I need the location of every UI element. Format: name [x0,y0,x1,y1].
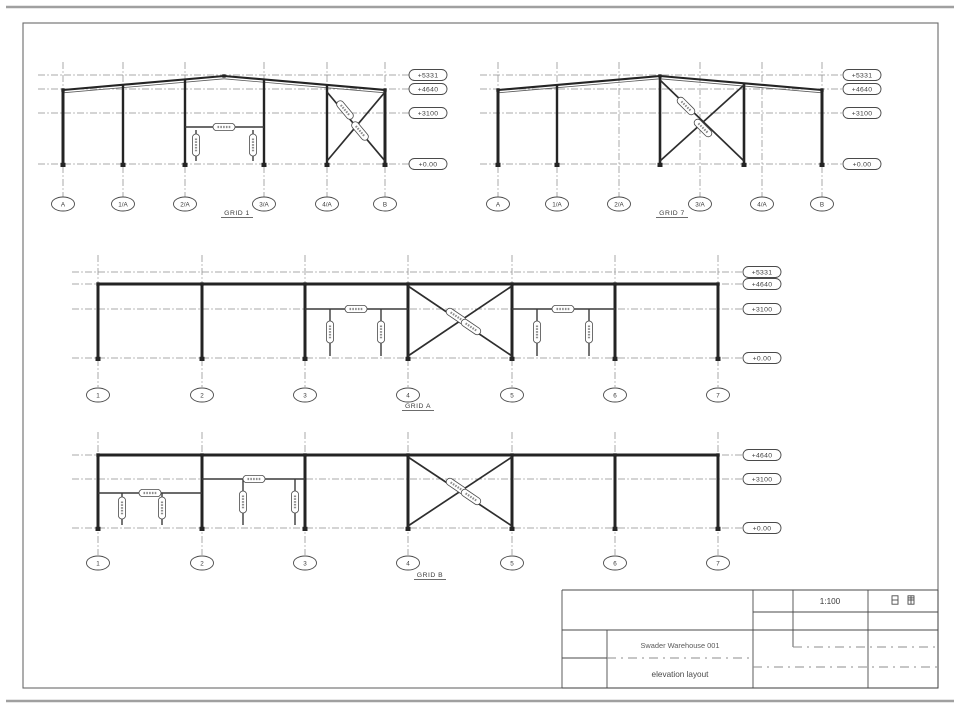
roof-chord-flange [660,79,822,93]
joint-marker [820,88,823,91]
project-name: Swader Warehouse 001 [640,641,720,650]
level-tag [409,159,447,170]
joint-marker [303,282,306,285]
grid-bubble [707,556,730,570]
base-pad [383,163,388,167]
grid-bubble [604,388,627,402]
base-pad [716,357,721,361]
joint-marker [613,453,616,456]
base-pad [406,357,411,361]
member-tag [460,318,482,336]
cjk-glyph [892,596,898,604]
elevation-title: GRID 1 [224,210,250,217]
level-tag-label: +0.00 [752,525,772,533]
level-tag [743,523,781,534]
level-tag-label: +3100 [751,476,773,484]
level-tag-label: +5331 [751,269,773,277]
grid-bubble-label: 4/A [757,201,767,209]
joint-marker [716,282,719,285]
roof-chord [224,76,385,90]
level-tag-label: +0.00 [852,161,872,169]
base-pad [820,163,825,167]
grid-bubble-label: 5 [510,392,514,400]
title-block [562,590,938,688]
level-tag [743,304,781,315]
level-tag-label: +4640 [417,86,439,94]
base-pad [658,163,663,167]
grid-bubble [87,388,110,402]
base-pad [613,357,618,361]
level-tag-label: +4640 [851,86,873,94]
level-tag [843,70,881,81]
member-tag [585,321,592,343]
grid-bubble-label: 2 [200,560,204,568]
joint-marker [613,282,616,285]
level-tag [743,474,781,485]
grid-bubble-label: 2/A [614,201,624,209]
level-tag-label: +4640 [751,452,773,460]
grid-bubble [501,556,524,570]
sheet-title-text: elevation layout [651,670,709,679]
grid-bubble-label: 6 [613,560,617,568]
joint-marker [222,74,225,77]
member-tag [460,488,482,506]
grid-bubble-label: 1/A [552,201,562,209]
level-tag [409,84,447,95]
level-tag [843,84,881,95]
drawing-border [23,23,938,688]
roof-chord-flange [224,79,385,93]
grid-bubble [253,197,276,211]
base-pad [555,163,560,167]
joint-marker [510,282,513,285]
joint-marker [303,453,306,456]
grid-bubble [689,197,712,211]
grid-bubble [707,388,730,402]
grid-bubble [87,556,110,570]
level-tag-label: +3100 [751,306,773,314]
grid-bubble-label: 7 [716,392,720,400]
base-pad [262,163,267,167]
base-pad [303,527,308,531]
grid-bubble-label: 2 [200,392,204,400]
grid-bubble-label: B [382,201,388,209]
grid-bubble-label: A [495,201,501,209]
joint-marker [510,453,513,456]
level-tag-label: +4640 [751,281,773,289]
joint-marker [496,88,499,91]
grid-bubble [316,197,339,211]
member-tag [213,123,235,130]
grid-bubble-label: B [819,201,825,209]
grid-bubble [811,197,834,211]
level-tag [409,70,447,81]
member-tag [335,99,355,120]
roof-chord [498,76,660,90]
grid-bubble [546,197,569,211]
grid-bubble [52,197,75,211]
roof-chord-flange [498,79,660,93]
member-tag [552,305,574,312]
elevation-title: GRID A [404,403,432,410]
date-label [892,596,914,604]
level-tag-label: +5331 [851,72,873,80]
elevation-grid-a [72,255,781,411]
scale-value: 1:100 [819,597,841,606]
grid-bubble-label: A [60,201,66,209]
joint-marker [96,453,99,456]
member-tag [345,305,367,312]
grid-bubble-label: 6 [613,392,617,400]
cjk-glyph [908,596,914,604]
level-tag-label: +0.00 [752,355,772,363]
grid-bubble [191,556,214,570]
grid-bubble-label: 7 [716,560,720,568]
joint-marker [200,282,203,285]
member-tag [377,321,384,343]
grid-bubble [751,197,774,211]
grid-bubble-label: 5 [510,560,514,568]
member-tag [533,321,540,343]
grid-bubble-label: 3/A [695,201,705,209]
roof-chord-flange [63,79,224,93]
elevation-grid-b [72,432,781,580]
level-tag [743,279,781,290]
grid-bubble-label: 4 [406,392,410,400]
grid-bubble [397,388,420,402]
grid-bubble [294,556,317,570]
elevation-title: GRID B [416,572,444,579]
base-pad [510,527,515,531]
grid-bubble [608,197,631,211]
member-tag [291,491,298,513]
grid-bubble-label: 3 [303,392,307,400]
paper-frame [6,7,954,701]
grid-bubble-label: 1 [96,392,100,400]
grid-bubble [397,556,420,570]
grid-bubble [501,388,524,402]
elevation-grid-1 [38,62,447,218]
base-pad [742,163,747,167]
member-tag [243,475,265,482]
grid-bubble-label: 3/A [259,201,269,209]
grid-bubble [294,388,317,402]
base-pad [496,163,501,167]
joint-marker [658,74,661,77]
level-tag [743,450,781,461]
grid-bubble-label: 4/A [322,201,332,209]
grid-bubble-label: 4 [406,560,410,568]
base-pad [613,527,618,531]
level-tag [843,159,881,170]
level-tag-label: +5331 [417,72,439,80]
base-pad [183,163,188,167]
level-tag-label: +0.00 [418,161,438,169]
joint-marker [383,88,386,91]
level-tag [743,353,781,364]
base-pad [61,163,66,167]
grid-bubble [174,197,197,211]
roof-chord [63,76,224,90]
grid-bubble [604,556,627,570]
member-tag [249,134,256,156]
level-tag [409,108,447,119]
level-tag-label: +3100 [417,110,439,118]
base-pad [96,527,101,531]
elevation-title: GRID 7 [659,210,685,217]
level-tag [843,108,881,119]
joint-marker [406,453,409,456]
elevation-grid-7 [480,62,881,218]
base-pad [303,357,308,361]
grid-bubble-label: 2/A [180,201,190,209]
member-tag [326,321,333,343]
grid-bubble [112,197,135,211]
base-pad [200,527,205,531]
joint-marker [200,453,203,456]
grid-bubble-label: 1 [96,560,100,568]
grid-bubble-label: 1/A [118,201,128,209]
member-tag [118,497,125,519]
member-tag [158,497,165,519]
member-tag [139,489,161,496]
grid-bubble [191,388,214,402]
base-pad [510,357,515,361]
base-pad [121,163,126,167]
level-tag-label: +3100 [851,110,873,118]
grid-bubble-label: 3 [303,560,307,568]
joint-marker [406,282,409,285]
base-pad [96,357,101,361]
grid-bubble [487,197,510,211]
joint-marker [716,453,719,456]
joint-marker [96,282,99,285]
member-tag [239,491,246,513]
joint-marker [61,88,64,91]
base-pad [406,527,411,531]
level-tag [743,267,781,278]
base-pad [325,163,330,167]
base-pad [716,527,721,531]
member-tag [192,134,199,156]
grid-bubble [374,197,397,211]
base-pad [200,357,205,361]
